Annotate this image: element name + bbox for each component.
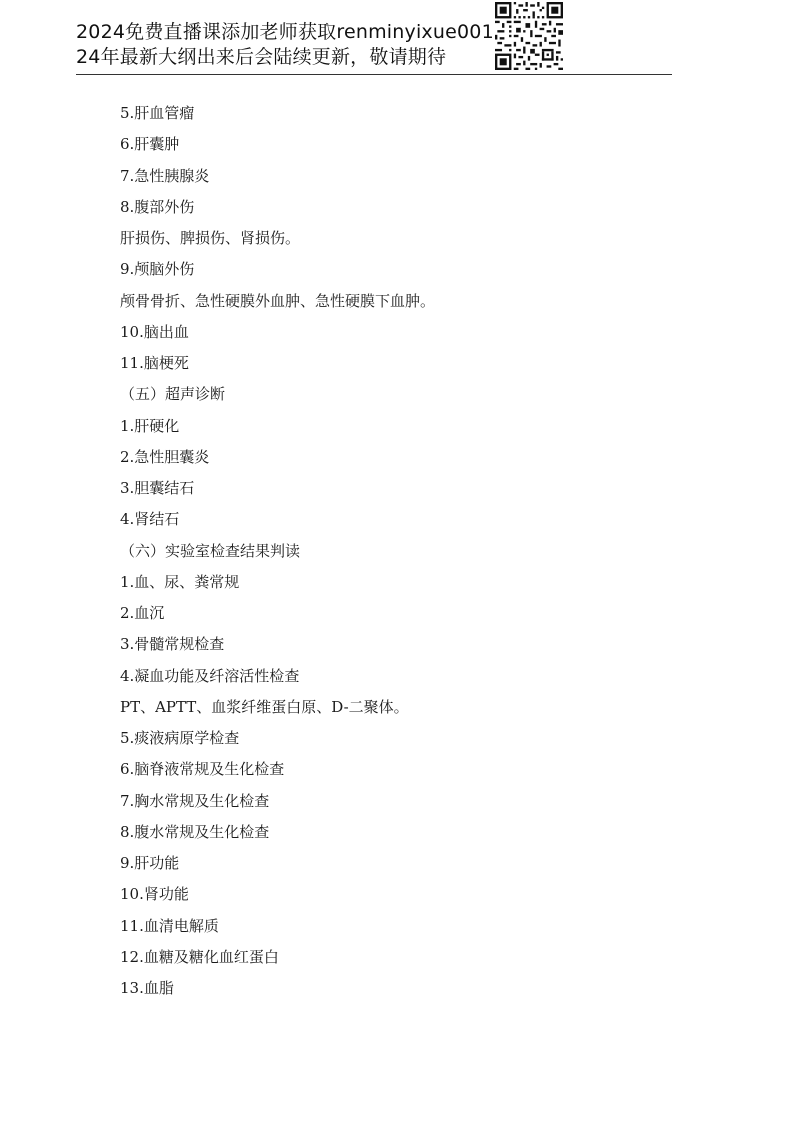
list-item: 2.血沉 (120, 604, 165, 622)
paragraph: 肝损伤、脾损伤、肾损伤。 (120, 229, 301, 247)
header-line-1: 2024免费直播课添加老师获取renminyixue001 (76, 21, 494, 43)
list-item: 11.脑梗死 (120, 354, 189, 372)
list-item: 7.胸水常规及生化检查 (120, 791, 270, 810)
list-item: 10.脑出血 (120, 322, 189, 341)
paragraph: 颅骨骨折、急性硬膜外血肿、急性硬膜下血肿。 (120, 291, 436, 310)
list-item: 1.血、尿、粪常规 (120, 572, 240, 591)
list-item: 4.肾结石 (120, 510, 180, 529)
document-body (120, 98, 680, 1004)
list-item: 8.腹水常规及生化检查 (120, 822, 270, 841)
paragraph: PT、APTT、血浆纤维蛋白原、D-二聚体。 (120, 697, 409, 716)
list-item: 5.痰液病原学检查 (120, 729, 240, 747)
list-item: 3.骨髓常规检查 (120, 635, 225, 654)
list-item: 12.血糖及糖化血红蛋白 (120, 947, 279, 966)
page-header (76, 0, 672, 75)
list-item: 13.血脂 (120, 979, 174, 997)
qr-code-icon (495, 2, 563, 70)
list-item: 9.肝功能 (120, 854, 180, 872)
section-heading: （六）实验室检查结果判读 (120, 541, 301, 560)
list-item: 4.凝血功能及纤溶活性检查 (120, 666, 300, 685)
section-heading: （五）超声诊断 (120, 385, 226, 404)
list-item: 10.肾功能 (120, 885, 189, 904)
list-item: 9.颅脑外伤 (120, 260, 195, 279)
list-item: 1.肝硬化 (120, 416, 180, 435)
list-item: 2.急性胆囊炎 (120, 447, 210, 466)
list-item: 5.肝血管瘤 (120, 104, 195, 122)
list-item: 3.胆囊结石 (120, 479, 195, 497)
header-promo-text (76, 20, 494, 70)
list-item: 7.急性胰腺炎 (120, 166, 210, 185)
list-item: 11.血清电解质 (120, 916, 219, 935)
list-item: 6.脑脊液常规及生化检查 (120, 760, 285, 779)
header-line-2: 24年最新大纲出来后会陆续更新，敬请期待 (76, 46, 447, 68)
list-item: 6.肝囊肿 (120, 135, 180, 154)
list-item: 8.腹部外伤 (120, 197, 195, 216)
